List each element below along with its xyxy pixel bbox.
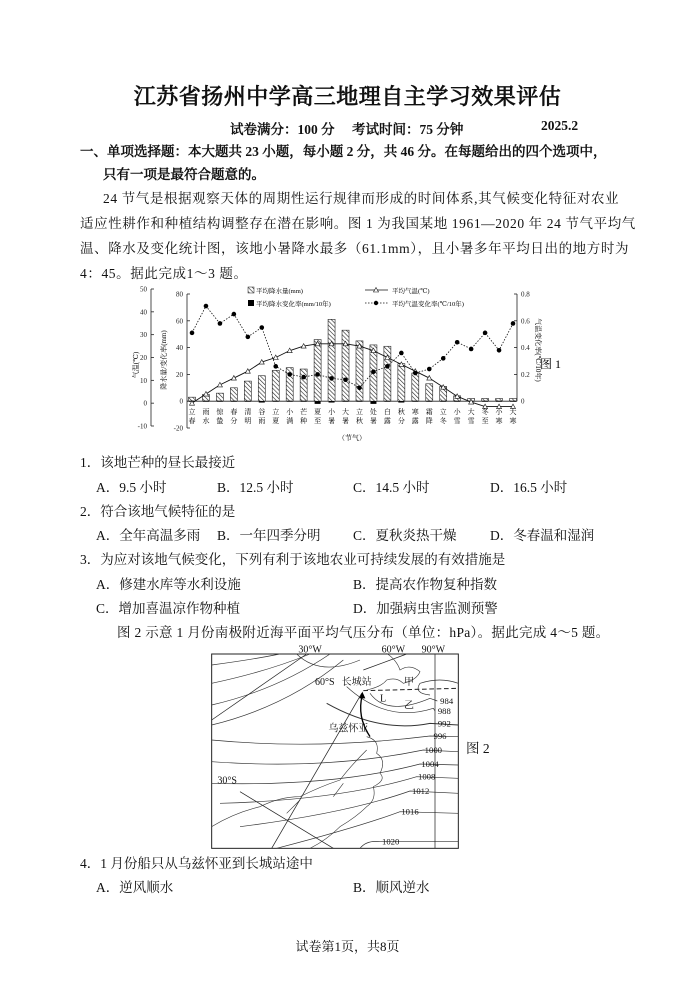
category-label: 冬 — [439, 417, 447, 425]
precip-tick-label: 40 — [176, 344, 183, 353]
category-label: 立 — [272, 408, 280, 416]
question-stem: 4．1 月份船只从乌兹怀亚到长城站途中 — [80, 856, 313, 871]
rate-point — [190, 331, 195, 336]
precip-bar — [426, 384, 433, 401]
precip-change-bar — [426, 401, 432, 402]
rate-point — [301, 375, 306, 380]
precip-bar — [216, 393, 223, 401]
category-label: 雪 — [467, 417, 475, 425]
category-label: 暑 — [369, 417, 377, 425]
precip-change-bar — [203, 401, 209, 402]
rate-point — [204, 304, 209, 309]
precip-bar — [230, 388, 237, 401]
legend-marker-rate — [374, 301, 378, 305]
category-label: 大 — [467, 408, 475, 416]
exam-time: 考试时间：75 分钟 — [352, 122, 464, 137]
temp-point — [217, 382, 222, 387]
precip-tick-label: 80 — [176, 290, 183, 299]
exam-date: 2025.2 — [541, 118, 579, 133]
category-label: 夏 — [272, 417, 280, 425]
isobar-label: 984 — [440, 696, 454, 706]
precip-change-bar — [440, 401, 446, 402]
passage-line: 温、降水及变化统计图，该地小暑降水最多（61.1mm），且小暑多年平均日出的地方时为 — [80, 241, 630, 256]
isobar-label: 1012 — [412, 786, 430, 796]
temp-tick-label: 10 — [140, 376, 147, 385]
rate-tick-label: 0.4 — [521, 344, 530, 353]
option: C．14.5 小时 — [353, 480, 430, 495]
temp-point — [273, 355, 278, 360]
label-jia: 甲 — [404, 677, 414, 688]
category-label: 芒 — [300, 408, 308, 416]
temp-tick-label: 20 — [140, 354, 147, 362]
rate-point — [259, 325, 264, 330]
ylabel-rate: 气温变化率(℃/10年) — [534, 318, 542, 382]
legend-swatch-precip — [248, 287, 254, 293]
precip-bar — [412, 373, 419, 401]
legend-label: 平均降水变化率(mm/10年) — [256, 301, 331, 308]
isobar-label: 992 — [437, 718, 451, 729]
category-label: 冬 — [481, 408, 489, 416]
passage-line: 适应性耕作和种植结构调整存在潜在影响。图 1 为我国某地 1961—2020 年 24 节气平均气 — [80, 216, 636, 231]
category-label: 明 — [244, 417, 252, 425]
rate-point — [399, 351, 404, 356]
page-footer: 试卷第1页，共8页 — [295, 939, 400, 954]
precip-bar — [328, 319, 335, 401]
option: A．逆风顺水 — [96, 880, 174, 895]
temp-point — [427, 376, 432, 381]
option: D．冬春温和湿润 — [490, 528, 595, 543]
precip-tick-label: -20 — [173, 424, 183, 433]
temp-tick-label: -10 — [137, 422, 147, 431]
isobar-label: 1016 — [401, 806, 419, 817]
category-label: 水 — [202, 417, 210, 425]
precip-change-bar — [217, 401, 223, 402]
legend-swatch-precip-change — [248, 300, 254, 306]
precip-change-bar — [510, 401, 516, 402]
precip-change-bar — [329, 401, 335, 402]
precip-change-bar — [273, 401, 279, 402]
rate-tick-label: 0.8 — [521, 290, 530, 299]
ylabel-precip: 降水量/变化率(mm) — [160, 330, 168, 390]
label-60s: 60°S — [315, 677, 335, 688]
precip-bar — [356, 341, 363, 401]
precip-change-bar — [412, 401, 418, 402]
category-label: 种 — [300, 417, 308, 425]
category-label: 蛰 — [216, 417, 224, 425]
precip-change-bar — [315, 401, 321, 404]
precip-bar — [314, 340, 321, 402]
category-label: 秋 — [355, 417, 363, 425]
category-label: 清 — [244, 408, 252, 416]
category-label: 大 — [342, 408, 350, 416]
category-label: 小 — [328, 408, 336, 416]
label-ushuaia: 乌兹怀亚 — [328, 723, 369, 735]
isobar-label: 1004 — [421, 759, 439, 769]
rate-point — [273, 364, 278, 369]
category-label: 白 — [383, 408, 391, 416]
precip-change-bar — [398, 401, 404, 402]
legend-label: 平均气温(℃) — [392, 288, 430, 295]
rate-point — [385, 364, 390, 369]
xlabel: （节气） — [338, 434, 366, 442]
precip-tick-label: 20 — [176, 370, 183, 379]
rate-point — [287, 372, 292, 377]
passage-line: 24 节气是根据观察天体的周期性运行规律而形成的时间体系,其气候变化特征对农业 — [103, 191, 620, 206]
temp-tick-label: 50 — [140, 285, 147, 294]
label-great-wall-station: 长城站 — [341, 677, 372, 688]
precip-tick-label: 0 — [179, 397, 183, 406]
label-30s: 30°S — [217, 775, 237, 787]
category-label: 至 — [314, 417, 322, 425]
temp-point — [245, 369, 250, 374]
rate-point — [371, 369, 376, 374]
precip-change-bar — [370, 401, 376, 404]
category-label: 寒 — [411, 408, 419, 416]
category-label: 雨 — [202, 408, 210, 416]
section-heading-line2: 只有一项是最符合题意的。 — [103, 167, 265, 182]
option: B．顺风逆水 — [353, 880, 430, 895]
full-score: 试卷满分：100 分 — [230, 122, 335, 137]
passage-2: 图 2 示意 1 月份南极附近海平面平均气压分布（单位：hPa）。据此完成 4～5 题。 — [117, 625, 610, 640]
precip-change-bar — [343, 401, 349, 402]
precip-bar — [244, 381, 251, 401]
option: A．9.5 小时 — [96, 480, 167, 495]
category-label: 露 — [411, 417, 419, 425]
category-label: 立 — [188, 408, 196, 416]
isobar-label: 1008 — [418, 771, 436, 782]
precip-change-bar — [301, 401, 307, 402]
category-label: 小 — [453, 408, 461, 416]
category-label: 夏 — [314, 408, 322, 416]
category-label: 分 — [397, 417, 405, 425]
option: B．一年四季分明 — [217, 528, 321, 543]
rate-point — [427, 367, 432, 372]
category-label: 暑 — [328, 417, 336, 425]
precip-bar — [300, 369, 307, 401]
category-label: 雨 — [258, 417, 266, 425]
category-label: 暑 — [342, 417, 350, 425]
option: C．增加喜温凉作物种植 — [96, 601, 241, 616]
rate-point — [232, 312, 237, 317]
legend-label: 平均气温变化率(℃/10年) — [392, 301, 464, 308]
option: A．修建水库等水利设施 — [96, 577, 241, 592]
rate-point — [455, 340, 460, 345]
precip-change-bar — [259, 401, 265, 402]
precip-bar — [398, 364, 405, 402]
question-stem: 3．为应对该地气候变化，下列有利于该地农业可持续发展的有效措施是 — [80, 552, 506, 567]
category-label: 秋 — [397, 408, 405, 416]
temp-tick-label: 40 — [140, 308, 147, 317]
question-stem: 1．该地芒种的昼长最接近 — [80, 455, 236, 470]
rate-point — [357, 386, 362, 391]
rate-tick-label: 0.6 — [521, 317, 530, 326]
option: B．12.5 小时 — [217, 480, 294, 495]
category-label: 处 — [369, 408, 377, 416]
figure-2-map — [200, 640, 500, 855]
label-yi: 乙 — [404, 700, 414, 712]
option: B．提高农作物复种指数 — [353, 577, 498, 592]
category-label: 小 — [286, 408, 294, 416]
rate-line — [192, 306, 513, 388]
figure-2-caption: 图 2 — [466, 741, 490, 756]
precip-change-bar — [287, 401, 293, 402]
isobar-label: 1020 — [382, 836, 400, 847]
category-label: 立 — [355, 408, 363, 416]
category-label: 降 — [425, 417, 433, 425]
label-30w: 30°W — [298, 644, 322, 656]
label-low: L — [380, 693, 387, 705]
category-label: 分 — [230, 417, 238, 425]
option: C．夏秋炎热干燥 — [353, 528, 457, 543]
precip-bar — [258, 376, 265, 401]
rate-point — [329, 376, 334, 381]
category-label: 惊 — [216, 408, 224, 416]
ylabel-temp: 气温(℃) — [132, 351, 140, 379]
figure-1-chart — [130, 280, 570, 450]
rate-point — [315, 372, 320, 377]
precip-change-bar — [384, 401, 390, 402]
category-label: 春 — [188, 417, 196, 425]
precip-change-bar — [356, 401, 362, 402]
rate-tick-label: 0.2 — [521, 370, 530, 379]
figure-1-caption: 图 1 — [540, 357, 562, 371]
category-label: 大 — [509, 408, 517, 416]
rate-point — [483, 331, 488, 336]
isobar-label: 996 — [433, 731, 447, 741]
precip-change-bar — [231, 401, 237, 402]
option: D．16.5 小时 — [490, 480, 568, 495]
question-stem: 2．符合该地气候特征的是 — [80, 504, 236, 519]
precip-bar — [272, 370, 279, 401]
precip-change-bar — [482, 401, 488, 402]
label-60w: 60°W — [381, 644, 406, 656]
precip-change-bar — [454, 401, 460, 402]
option: A．全年高温多雨 — [96, 528, 201, 543]
page-title: 江苏省扬州中学高三地理自主学习效果评估 — [133, 84, 562, 109]
rate-point — [497, 348, 502, 353]
category-label: 寒 — [509, 417, 517, 425]
option: D．加强病虫害监测预警 — [353, 601, 498, 616]
category-label: 至 — [481, 417, 489, 425]
passage-line: 4：45。据此完成1～3 题。 — [80, 266, 248, 281]
category-label: 露 — [383, 417, 391, 425]
rate-point — [218, 321, 223, 326]
rate-point — [343, 377, 348, 382]
category-label: 满 — [286, 417, 294, 425]
category-label: 春 — [230, 408, 238, 416]
section-heading-line1: 一、单项选择题：本大题共 23 小题，每小题 2 分，共 46 分。在每题给出的四个选项中， — [80, 144, 607, 159]
category-label: 小 — [495, 408, 503, 416]
category-label: 立 — [439, 408, 447, 416]
rate-point — [441, 356, 446, 361]
category-label: 谷 — [258, 408, 266, 416]
isobar-label: 988 — [437, 706, 451, 716]
isobar-label: 1000 — [424, 745, 442, 755]
category-label: 雪 — [453, 417, 461, 425]
temp-tick-label: 0 — [143, 399, 147, 408]
temp-point — [203, 392, 208, 397]
rate-tick-label: 0 — [521, 397, 525, 406]
category-label: 霜 — [425, 408, 433, 416]
rate-point — [469, 347, 474, 352]
legend-label: 平均降水量(mm) — [256, 288, 303, 295]
temp-line — [192, 344, 513, 407]
rate-point — [511, 321, 516, 326]
temp-tick-label: 30 — [140, 331, 147, 340]
precip-tick-label: 60 — [176, 317, 183, 326]
rate-point — [413, 371, 418, 376]
precip-change-bar — [496, 401, 502, 402]
precip-change-bar — [245, 401, 251, 402]
temp-point — [231, 376, 236, 381]
rate-point — [246, 335, 251, 340]
label-90w: 90°W — [421, 644, 446, 656]
category-label: 寒 — [495, 417, 503, 425]
